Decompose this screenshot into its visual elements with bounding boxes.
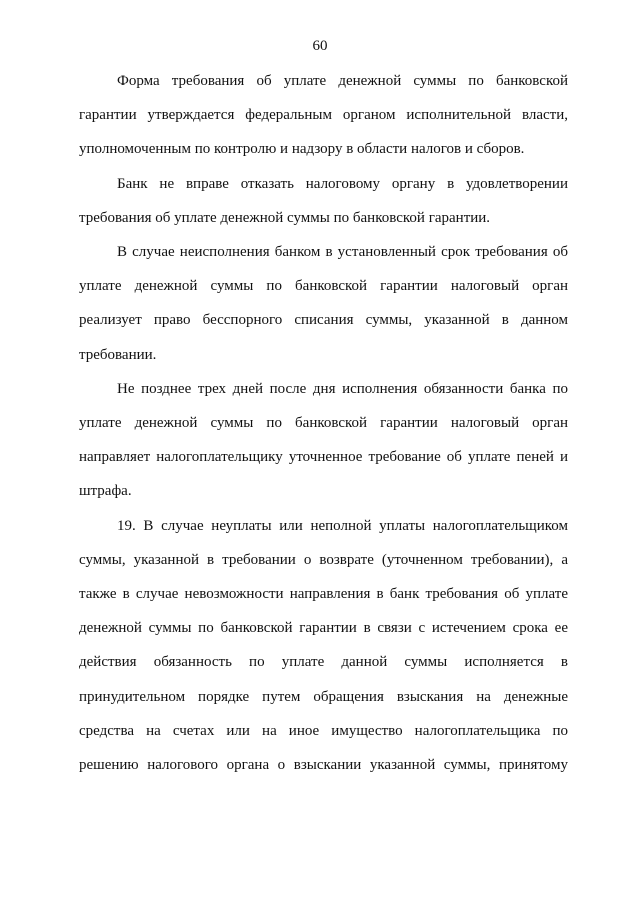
page-number: 60	[312, 38, 328, 54]
text-line: требования об уплате денежной суммы по банковской гарантии.	[79, 209, 491, 226]
paragraph	[79, 167, 568, 235]
paragraph	[79, 235, 568, 372]
text-line: средства на счетах или на иное имущество налогоплательщика по	[79, 722, 568, 739]
paragraph	[79, 64, 568, 167]
text-line: уплате денежной суммы по банковской гарантии налоговый орган	[79, 415, 568, 432]
text-line: уполномоченным по контролю и надзору в области налогов и сборов.	[79, 141, 525, 158]
document-body	[79, 64, 568, 782]
text-line: штрафа.	[79, 483, 132, 500]
text-line: также в случае невозможности направления в банк требования об уплате	[79, 586, 568, 603]
text-line: денежной суммы по банковской гарантии в связи с истечением срока ее	[79, 620, 568, 637]
text-line: суммы, указанной в требовании о возврате (уточненном требовании), а	[79, 551, 568, 568]
text-line: направляет налогоплательщику уточненное требование об уплате пеней и	[79, 449, 568, 466]
paragraph	[79, 509, 568, 783]
text-line: принудительном порядке путем обращения взыскания на денежные	[79, 688, 568, 705]
text-line: решению налогового органа о взыскании указанной суммы, принятому	[79, 757, 568, 774]
text-line: 19. В случае неуплаты или неполной уплаты налогоплательщиком	[117, 517, 568, 534]
text-line: реализует право бесспорного списания суммы, указанной в данном	[79, 312, 568, 329]
paragraph	[79, 372, 568, 509]
text-line: Банк не вправе отказать налоговому органу в удовлетворении	[117, 175, 568, 192]
text-line: действия обязанность по уплате данной суммы исполняется в	[79, 654, 568, 671]
text-line: В случае неисполнения банком в установленный срок требования об	[117, 244, 568, 261]
text-line: Не позднее трех дней после дня исполнения обязанности банка по	[117, 380, 568, 397]
text-line: уплате денежной суммы по банковской гарантии налоговый орган	[79, 278, 568, 295]
text-line: гарантии утверждается федеральным органом исполнительной власти,	[79, 107, 568, 124]
text-line: требовании.	[79, 346, 157, 363]
text-line: Форма требования об уплате денежной суммы по банковской	[117, 73, 568, 89]
